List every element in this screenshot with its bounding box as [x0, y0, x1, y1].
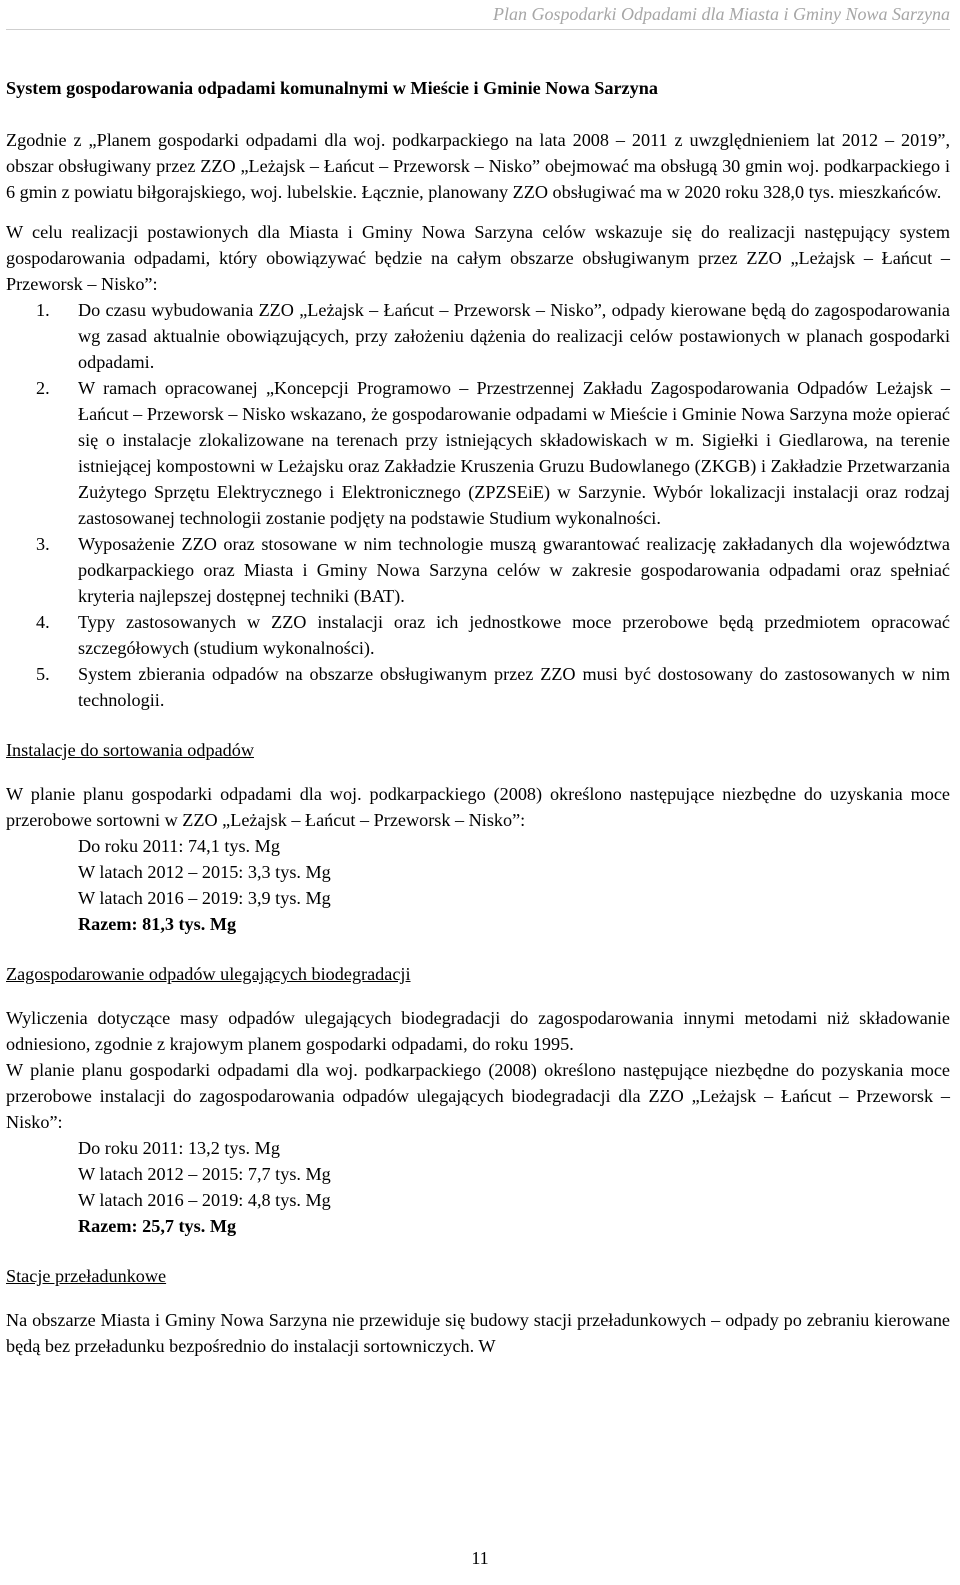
list-item-number: 3. [36, 534, 50, 554]
value-line: W latach 2016 – 2019: 3,9 tys. Mg [78, 888, 331, 908]
list-item-number: 4. [36, 612, 50, 632]
system-list [6, 297, 950, 713]
value-line: W latach 2012 – 2015: 7,7 tys. Mg [78, 1164, 331, 1184]
value-line: W latach 2016 – 2019: 4,8 tys. Mg [78, 1190, 331, 1210]
list-item-text: System zbierania odpadów na obszarze obsługiwanym przez ZZO musi być dostosowany do zastosowanych w nim technologii. [78, 664, 950, 710]
bio-paragraph-2: W planie planu gospodarki odpadami dla woj. podkarpackiego (2008) określono następujące niezbędne do pozyskania moce przerobowe instalacji do zagospodarowania odpadów ulegających biodegradacji dla ZZO „Leżajsk – Łańcut – Przeworsk – Nisko”: [6, 1060, 950, 1132]
sorting-heading: Instalacje do sortowania odpadów [6, 740, 254, 760]
value-total: Razem: 81,3 tys. Mg [78, 914, 237, 934]
list-item-number: 2. [36, 378, 50, 398]
list-item [6, 297, 950, 375]
list-item [6, 531, 950, 609]
bio-values [6, 1135, 950, 1239]
document-page [6, 0, 950, 1359]
page-number: 11 [471, 1548, 489, 1568]
list-item [6, 661, 950, 713]
stations-heading: Stacje przeładunkowe [6, 1266, 167, 1286]
intro-paragraph: Zgodnie z „Planem gospodarki odpadami dla woj. podkarpackiego na lata 2008 – 2011 z uwzględnieniem lat 2012 – 2019”, obszar obsługiwany przez ZZO „Leżajsk – Łańcut – Przeworsk – Nisko” obejmować ma obsługą 30 gmin woj. podkarpackiego i 6 gmin z powiatu biłgorajskiego, woj. lubelskie. Łącznie, planowany ZZO obsługiwać ma w 2020 roku 328,0 tys. mieszkańców. [6, 130, 950, 202]
value-line: Do roku 2011: 74,1 tys. Mg [78, 836, 280, 856]
list-item [6, 609, 950, 661]
stations-paragraph: Na obszarze Miasta i Gminy Nowa Sarzyna nie przewiduje się budowy stacji przeładunkowych – odpady po zebraniu kierowane będą bez przeładunku bezpośrednio do instalacji sortowniczych. W [6, 1310, 950, 1356]
system-lead-paragraph: W celu realizacji postawionych dla Miasta i Gminy Nowa Sarzyna celów wskazuje się do realizacji następujący system gospodarowania odpadami, który obowiązywać będzie na całym obszarze obsługiwanym przez ZZO „Leżajsk – Łańcut – Przeworsk – Nisko”: [6, 222, 950, 294]
bio-heading: Zagospodarowanie odpadów ulegających biodegradacji [6, 964, 411, 984]
list-item-number: 5. [36, 664, 50, 684]
sorting-values [6, 833, 950, 937]
list-item-text: Typy zastosowanych w ZZO instalacji oraz ich jednostkowe moce przerobowe będą przedmiotem opracować szczegółowych (studium wykonalności). [78, 612, 950, 658]
list-item [6, 375, 950, 531]
list-item-text: Wyposażenie ZZO oraz stosowane w nim technologie muszą gwarantować realizację zakładanych dla województwa podkarpackiego oraz Miasta i Gminy Nowa Sarzyna celów w zakresie gospodarowania odpadami oraz spełniać kryteria najlepszej dostępnej techniki (BAT). [78, 534, 950, 606]
list-item-number: 1. [36, 300, 50, 320]
bio-paragraph-1: Wyliczenia dotyczące masy odpadów ulegających biodegradacji do zagospodarowania innymi metodami niż składowanie odniesiono, zgodnie z krajowym planem gospodarki odpadami, do roku 1995. [6, 1008, 950, 1054]
value-line: W latach 2012 – 2015: 3,3 tys. Mg [78, 862, 331, 882]
sorting-paragraph: W planie planu gospodarki odpadami dla woj. podkarpackiego (2008) określono następujące niezbędne do uzyskania moce przerobowe sortowni w ZZO „Leżajsk – Łańcut – Przeworsk – Nisko”: [6, 784, 950, 830]
value-total: Razem: 25,7 tys. Mg [78, 1216, 237, 1236]
list-item-text: W ramach opracowanej „Koncepcji Programowo – Przestrzennej Zakładu Zagospodarowania Odpadów Leżajsk – Łańcut – Przeworsk – Nisko wskazano, że gospodarowanie odpadami w Mieście i Gminie Nowa Sarzyna może opierać się o instalacje zlokalizowane na terenach przy istniejących składowiskach w m. Sigiełki i Giedlarowa, na terenie istniejącej kompostowni w Leżajsku oraz Zakładzie Kruszenia Gruzu Budowlanego (ZKGB) i Zakładzie Przetwarzania Zużytego Sprzętu Elektrycznego i Elektronicznego (ZPZSEiE) w Sarzynie. Wybór lokalizacji instalacji oraz rodzaj zastosowanej technologii zostanie podjęty na podstawie Studium wykonalności. [78, 378, 950, 528]
value-line: Do roku 2011: 13,2 tys. Mg [78, 1138, 280, 1158]
section-title: System gospodarowania odpadami komunalnymi w Mieście i Gminie Nowa Sarzyna [6, 78, 658, 98]
list-item-text: Do czasu wybudowania ZZO „Leżajsk – Łańcut – Przeworsk – Nisko”, odpady kierowane będą do zagospodarowania wg zasad aktualnie obowiązujących, przy założeniu dążenia do realizacji celów postawionych w planach gospodarki odpadami. [78, 300, 950, 372]
running-header: Plan Gospodarki Odpadami dla Miasta i Gminy Nowa Sarzyna [6, 0, 950, 30]
